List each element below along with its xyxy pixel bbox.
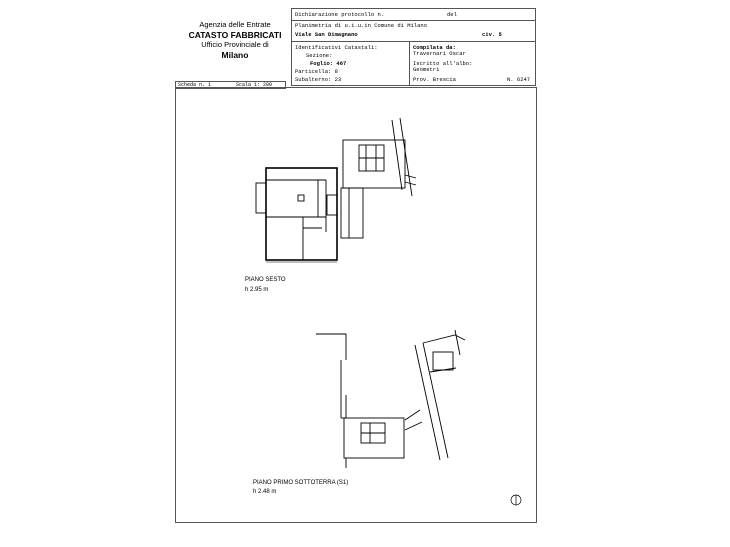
address: Viale San Dimagnano — [295, 31, 358, 38]
catasto-title: CATASTO FABBRICATI — [188, 30, 282, 40]
scale: Scala 1: 200 — [236, 82, 273, 88]
sezione: Sezione: — [306, 52, 333, 59]
register-number: N. 6247 — [507, 76, 531, 83]
province: Prov. Brescia — [413, 76, 456, 83]
particella: Particella: 8 — [295, 68, 338, 75]
upper-floor-plan — [256, 118, 416, 262]
planimetria-label: Planimetria di u.i.u.in Comune di Milano — [295, 22, 428, 29]
iscritto-value: Geometri — [413, 66, 440, 73]
agency-name: Agenzia delle Entrate — [199, 20, 271, 29]
lower-plan-title: PIANO PRIMO SOTTOTERRA (S1) — [253, 480, 349, 486]
iscritto-label: Iscritto all'albo: — [413, 60, 473, 67]
scheda-number: Scheda n. 1 — [178, 82, 212, 88]
compilata-name: Travernari Oscar — [413, 50, 466, 57]
protocollo-del: del — [447, 11, 457, 18]
upper-plan-height: h 2.95 m — [245, 287, 269, 293]
civic-number: civ. 5 — [482, 31, 502, 38]
ident-title: Identificativi Catastali: — [295, 44, 378, 51]
lower-floor-plan — [316, 330, 521, 505]
lower-plan-height: h 2.48 m — [253, 489, 277, 495]
office-city: Milano — [221, 50, 249, 60]
office-label: Ufficio Provinciale di — [201, 40, 269, 49]
foglio: Foglio: 467 — [310, 60, 347, 67]
protocollo-label: Dichiarazione protocollo n. — [295, 11, 385, 18]
compilata-label: Compilata da: — [413, 44, 456, 51]
upper-plan-title: PIANO SESTO — [245, 277, 286, 283]
subalterno: Subalterno: 23 — [295, 76, 342, 83]
